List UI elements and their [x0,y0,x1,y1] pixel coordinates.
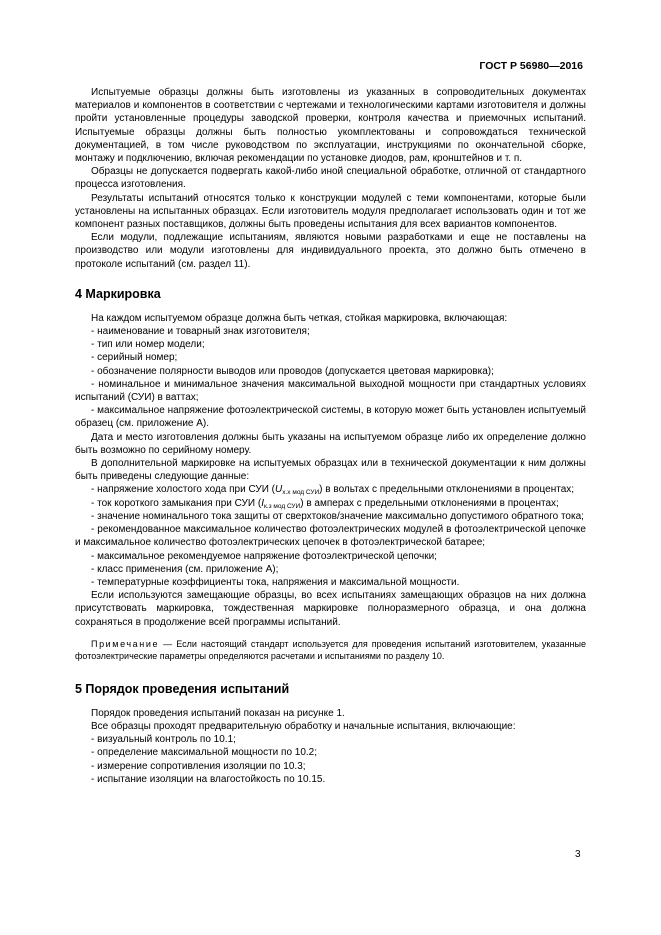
list-item: - наименование и товарный знак изготовителя; [91,326,310,338]
paragraph: Если используются замещающие образцы, во всех испытаниях замещающих образцов на них должна присутствовать маркировка, тождественная маркировке полноразмерного образца, и она должна сохраняться в продолжение всей программы испытаний. [75,590,586,628]
list-item: - рекомендованное максимальное количество фотоэлектрических модулей в фотоэлектрической цепочке и максимальное количество фотоэлектрических цепочек в фотоэлектрической батарее; [75,524,586,549]
symbol-u: U [275,484,283,496]
list-item: - максимальное рекомендуемое напряжение фотоэлектрической цепочки; [91,550,437,562]
paragraph: Порядок проведения испытаний показан на рисунке 1. [91,707,345,719]
list-item: - обозначение полярности выводов или проводов (допускается цветовая маркировка); [91,365,494,377]
section-heading: 4 Маркировка [75,286,161,301]
paragraph: Дата и место изготовления должны быть указаны на испытуемом образце либо их определение должно быть возможно по серийному номеру. [75,431,586,456]
note [75,638,586,662]
note-text: — Если настоящий стандарт используется для проведения испытаний изготовителем, указанные фотоэлектрические параметры определяются расчетами и испытаниями по разделу 10. [75,638,586,661]
document-body [75,86,586,786]
list-item: - измерение сопротивления изоляции по 10.3; [91,760,306,772]
page-number: 3 [575,849,581,860]
list-item: - значение номинального тока защиты от сверхтоков/значение максимально допустимого обратного тока; [91,510,584,522]
paragraph: Все образцы проходят предварительную обработку и начальные испытания, включающие: [91,720,516,732]
list-item: - класс применения (см. приложение А); [91,563,279,575]
subscript: х.х мод СУИ [282,489,320,497]
list-item-voc: - напряжение холостого хода при СУИ $(U_{х.х мод СУИ})$ в вольтах с предельными отклонениями в процентах; [91,484,575,497]
symbol-i: I [261,497,264,509]
list-item: - визуальный контроль по 10.1; [91,734,236,746]
note-label: Примечание [91,638,160,649]
section-heading: 5 Порядок проведения испытаний [75,681,290,696]
paragraph: На каждом испытуемом образце должна быть четкая, стойкая маркировка, включающая: [91,312,508,324]
subscript: к.з мод СУИ [263,502,301,510]
paragraph: Испытуемые образцы должны быть изготовлены из указанных в сопроводительных документах материалов и компонентов в соответствии с чертежами и технологическими картами изготовителя и должны пройти установленные процедуры заводской проверки, контроля качества и приемочных испытаний. Испытуемые образцы должны быть полностью укомплектованы и сопровождаться технической документацией, в том числе руководством по эксплуатации, инструкциями по окончательной сборке, монтажу и подключению, включая рекомендации по установке диодов, рам, кронштейнов и т. п. [75,87,586,165]
paragraph: Результаты испытаний относятся только к конструкции модулей с теми компонентами, которые были установлены на испытанных образцах. Если изготовитель модуля предполагает использовать один и тот же компонент разных поставщиков, должны быть проведены испытания для всех вариантов компонентов. [75,192,586,231]
list-item: - номинальное и минимальное значения максимальной выходной мощности при стандартных условиях испытаний (СУИ) в ваттах; [75,378,586,404]
paragraph: В дополнительной маркировке на испытуемых образцах или в технической документации к ним должны быть приведены следующие данные: [75,458,586,483]
list-item: - серийный номер; [91,352,178,364]
document-header: ГОСТ Р 56980—2016 [479,60,583,72]
paragraph: Образцы не допускается подвергать какой-либо иной специальной обработке, отличной от стандартного процесса изготовления. [75,166,586,191]
list-item: - температурные коэффициенты тока, напряжения и максимальной мощности. [91,576,460,588]
paragraph: Если модули, подлежащие испытаниям, являются новыми разработками и еще не поставлены на производство или модули изготовлены для индивидуального проекта, это должно быть отмечено в протоколе испытаний (см. раздел 11). [75,232,586,270]
list-item: - испытание изоляции на влагостойкость по 10.15. [91,773,326,785]
list-item: - максимальное напряжение фотоэлектрической системы, в которую может быть установлен испытуемый образец (см. приложение А). [75,405,586,430]
list-item-isc: - ток короткого замыкания при СУИ $(I_{к.з мод СУИ})$ в амперах с предельными отклонениями в процентах; [91,497,559,510]
list-item: - определение максимальной мощности по 10.2; [91,747,318,759]
list-item: - тип или номер модели; [91,339,205,351]
